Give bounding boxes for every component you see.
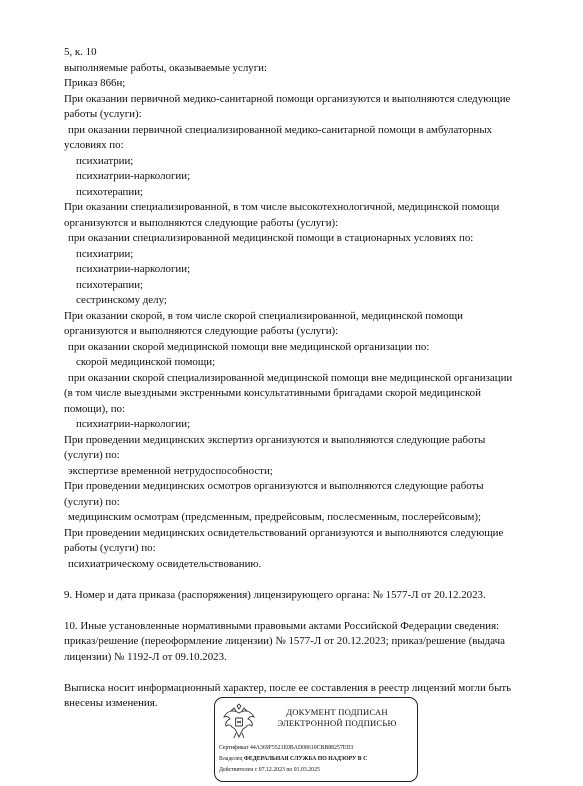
document-line: лицензии) № 1192-Л от 09.10.2023. <box>64 650 227 663</box>
stamp-title <box>261 707 413 728</box>
document-line: 5, к. 10 <box>64 46 97 58</box>
document-line: психиатрии; <box>76 154 134 167</box>
stamp-title-line-1: ДОКУМЕНТ ПОДПИСАН <box>286 707 388 717</box>
document-line: медицинским осмотрам (предсменным, предрейсовым, послесменным, послерейсовым); <box>68 511 482 523</box>
document-line: психиатрии-наркологии; <box>76 418 191 430</box>
document-line: выполняемые работы, оказываемые услуги: <box>64 61 268 74</box>
document-line: 9. Номер и дата приказа (распоряжения) лицензирующего органа: № 1577-Л от 20.12.2023. <box>64 588 486 601</box>
document-line: работы (услуги): <box>64 108 142 120</box>
document-line: психиатрии; <box>76 247 134 260</box>
blank-line <box>64 603 554 619</box>
stamp-details <box>219 743 418 776</box>
document-line: психиатрии-наркологии; <box>76 170 191 182</box>
document-line: Приказ 866н; <box>64 77 126 89</box>
electronic-signature-stamp <box>214 697 418 782</box>
coat-of-arms-icon <box>221 703 257 741</box>
document-line: (в том числе выездными экстренными консультативными бригадами скорой медицинской <box>64 387 481 399</box>
blank-line <box>64 572 554 588</box>
document-line: 10. Иные установленные нормативными правовыми актами Российской Федерации сведения: <box>64 619 500 632</box>
document-line: условиях по: <box>64 139 124 151</box>
stamp-validity: Действителен с 07.12.2023 по 01.03.2025 <box>219 767 320 773</box>
blank-line <box>64 665 554 681</box>
document-line: При проведении медицинских осмотров организуются и выполняются следующие работы <box>64 480 484 492</box>
document-line: При оказании скорой, в том числе скорой специализированной, медицинской помощи <box>64 309 463 322</box>
document-line: организуются и выполняются следующие работы (услуги): <box>64 216 339 229</box>
document-line: Выписка носит информационный характер, после ее составления в реестр лицензий могли быть <box>64 681 512 694</box>
document-line: психотерапии; <box>76 278 144 291</box>
document-line: скорой медицинской помощи; <box>76 356 216 368</box>
document-line: психиатрическому освидетельствованию. <box>68 557 262 570</box>
document-line: при оказании специализированной медицинской помощи в стационарных условиях по: <box>68 232 474 244</box>
document-line: психотерапии; <box>76 185 144 198</box>
document-line: внесены изменения. <box>64 697 158 709</box>
document-line: При проведении медицинских экспертиз организуются и выполняются следующие работы <box>64 433 486 446</box>
document-line: При проведении медицинских освидетельствований организуются и выполняются следующие <box>64 526 504 539</box>
document-line: сестринскому делу; <box>76 294 167 306</box>
stamp-certificate: Сертификат 44A369F5521E0BAD08610CBB88257ED3 <box>219 745 354 751</box>
document-line: При оказании первичной медико-санитарной помощи организуются и выполняются следующие <box>64 92 511 105</box>
document-line: (услуги) по: <box>64 495 120 508</box>
document-line: При оказании специализированной, в том числе высокотехнологичной, медицинской помощи <box>64 201 500 213</box>
document-line: при оказании скорой медицинской помощи вне медицинской организации по: <box>68 340 430 353</box>
document-line: работы (услуги) по: <box>64 542 156 554</box>
document-line: организуются и выполняются следующие работы (услуги): <box>64 325 339 337</box>
document-line: при оказании первичной специализированной медико-санитарной помощи в амбулаторных <box>68 123 493 136</box>
stamp-title-line-2: ЭЛЕКТРОННОЙ ПОДПИСЬЮ <box>277 717 397 728</box>
document-line: при оказании скорой специализированной медицинской помощи вне медицинской организации <box>68 371 513 384</box>
stamp-owner: Владелец ФЕДЕРАЛЬНАЯ СЛУЖБА ПО НАДЗОРУ В С <box>219 756 368 762</box>
document-line: психиатрии-наркологии; <box>76 263 191 275</box>
document-body <box>64 45 554 712</box>
document-line: приказ/решение (переоформление лицензии) № 1577-Л от 20.12.2023; приказ/решение (выдача <box>64 635 505 647</box>
document-line: помощи), по: <box>64 402 125 415</box>
document-line: (услуги) по: <box>64 449 120 461</box>
document-line: экспертизе временной нетрудоспособности; <box>68 464 273 477</box>
